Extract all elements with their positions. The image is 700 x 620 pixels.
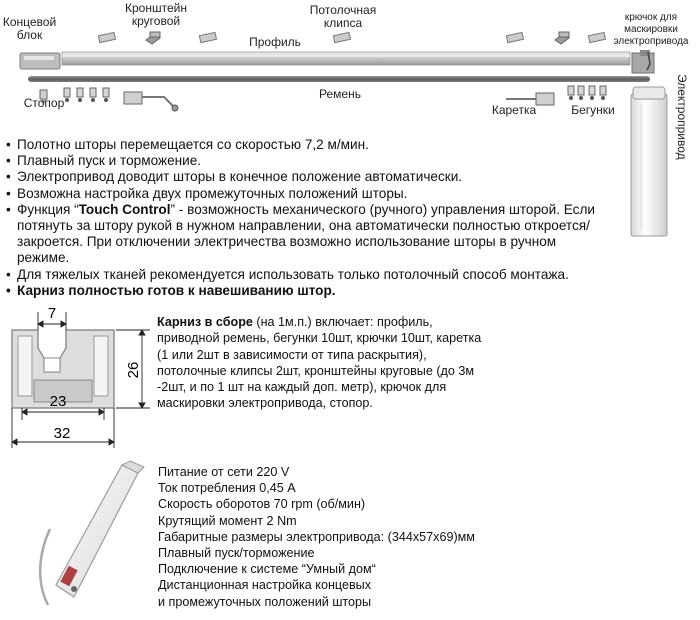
dim-height: 26	[125, 361, 142, 379]
dim-slot: 7	[47, 305, 57, 322]
spec-item: Ток потребления 0,45 А	[158, 481, 296, 496]
belt-part	[28, 76, 650, 82]
spec-item: Крутящий момент 2 Nm	[158, 513, 297, 528]
spec-item: Скорость оборотов 70 rpm (об/мин)	[158, 497, 366, 512]
feature-item: • Плавный пуск и торможение.	[6, 153, 666, 169]
profile-cross-section	[0, 300, 150, 452]
belt-label: Ремень	[319, 87, 361, 101]
feature-item-touch-control	[6, 202, 597, 267]
spec-item: и промежуточных положений шторы	[158, 594, 372, 609]
feature-item: • Возможна настройка двух промежуточных положений шторы.	[6, 186, 666, 202]
runners-right-part	[568, 86, 606, 100]
feature-item-bold: • Карниз полностью готов к навешиванию штор.	[6, 283, 666, 299]
features-list	[6, 137, 666, 299]
carriage-label: Каретка	[491, 103, 537, 117]
spec-item: Габаритные размеры электропривода: (344x57x69)мм	[158, 529, 475, 544]
kit-text: (на 1м.п.) включает: профиль, приводной ремень, бегунки 10шт, крючки 10шт, каретка (1 или 2шт в зависимости от типа раскрытия), потолочные клипсы 2шт, кронштейны круговые (до 3м -2шт, и по 1 шт на каждый доп. метр), крючок для маскировки электропривода, стопор.	[157, 315, 482, 411]
touch-control-text: ” - возможность механического (ручного) управления шторой. Если потянуть за штору рукой в нужном направлении, она автоматически полностью откроется/закроется. При отключении электричества возможно использование шторы в ручном режиме.	[17, 201, 596, 266]
dim-width: 32	[53, 425, 71, 442]
kit-description	[157, 314, 487, 412]
profile-label: Профиль	[249, 35, 301, 49]
ceiling-clip-part	[98, 32, 605, 42]
profile-rail-part	[62, 50, 654, 73]
spec-item: Подключение к системе “Умный дом“	[158, 562, 376, 577]
touch-control-prefix: Функция “	[17, 201, 79, 217]
touch-control-name: Touch Control	[78, 201, 171, 217]
feature-item: • Для тяжелых тканей рекомендуется использовать только потолочный способ монтажа.	[6, 267, 666, 283]
hook-label: крючок для маскировки электропривода	[613, 12, 689, 47]
end-block-part	[20, 53, 60, 69]
feature-item: • Электропривод доводит шторы в конечное положение автоматически.	[6, 169, 666, 185]
drive-label: Электропривод	[675, 74, 689, 160]
runners-left-part	[64, 88, 109, 102]
stopper-label: Стопор	[23, 96, 65, 110]
spec-item: Питание от сети 220 V	[158, 465, 290, 479]
end-block-label: Концевой блок	[2, 15, 57, 42]
electric-drive-image	[30, 455, 160, 615]
dim-inner: 23	[49, 393, 67, 410]
spec-item: Дистанционная настройка концевых	[158, 578, 372, 593]
bracket-label: Кронштейн круговой	[125, 1, 187, 28]
ceiling-clip-label: Потолочная клипса	[309, 3, 377, 30]
feature-item: • Полотно шторы перемещается со скоростью 7,2 м/мин.	[6, 137, 666, 153]
carriage-left-part	[124, 92, 178, 111]
motor-specs-list	[158, 464, 558, 610]
runners-label: Бегунки	[571, 103, 615, 117]
spec-item: Плавный пуск/торможение	[158, 546, 315, 561]
kit-heading: Карниз в сборе	[157, 315, 253, 329]
